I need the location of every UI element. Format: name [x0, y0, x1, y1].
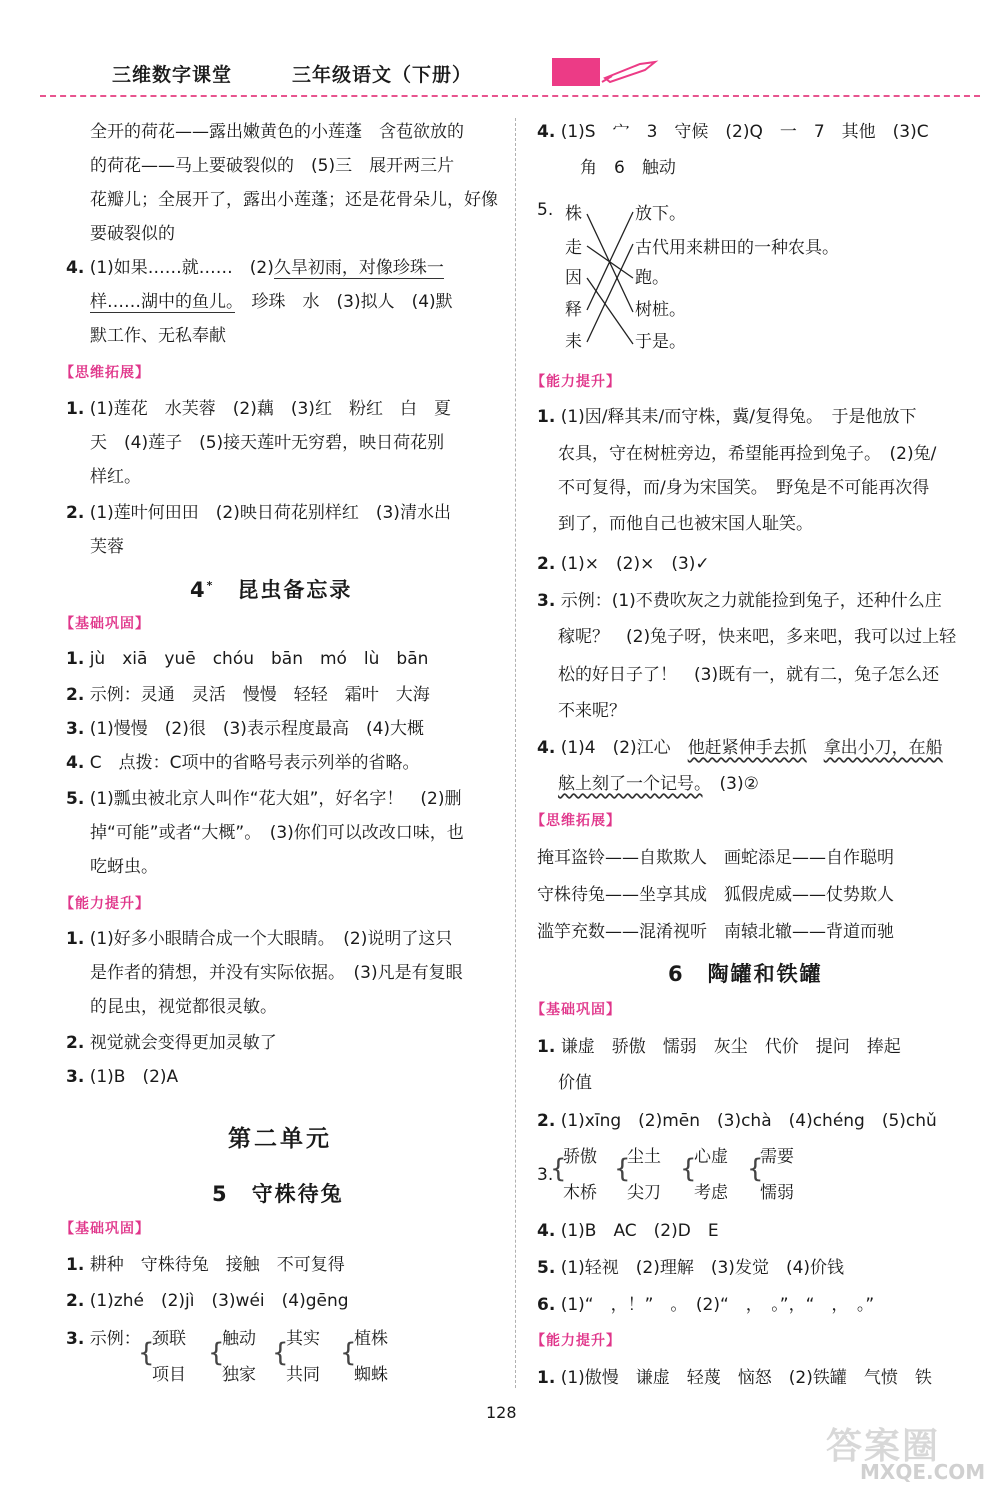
- question-number: 6.: [537, 1295, 556, 1315]
- answer-line: 松的好日子了！ (3)既有一，就有二，兔子怎么还: [558, 665, 940, 685]
- underlined-text: 久旱初雨，对像珍珠一: [273, 258, 444, 278]
- answer-text: (1)莲叶何田田 (2)映日荷花别样红 (3)清水出: [89, 503, 451, 523]
- brace-item: 考虑: [694, 1183, 728, 1203]
- brace-icon: {: [138, 1338, 155, 1368]
- answer-text: (1)慢慢 (2)很 (3)表示程度最高 (4)大概: [89, 719, 425, 739]
- header-decoration-block: [552, 58, 600, 86]
- answer-text: (1)傲慢 谦虚 轻蔑 恼怒 (2)铁罐 气愤 铁: [560, 1368, 932, 1388]
- answer-text: (1)× (2)× (3)✓: [560, 554, 710, 574]
- text-line: 默工作、无私奉献: [90, 326, 226, 346]
- match-left-item: 耒: [565, 332, 582, 352]
- answer-3-example: [66, 1328, 141, 1350]
- question-number: 3.: [537, 591, 556, 611]
- match-right-item: 古代用来耕田的一种农具。: [635, 238, 839, 258]
- section-tag: 【能力提升】: [531, 1333, 621, 1349]
- answer-line: [537, 121, 929, 143]
- answer-line: [537, 1257, 844, 1279]
- answer-text: (1)B (2)A: [89, 1067, 179, 1087]
- answer-text: 示例：: [89, 1329, 141, 1349]
- answer-text: (1)S 宀 3 守候 (2)Q 一 7 其他 (3)C: [560, 122, 929, 142]
- match-right-item: 树桩。: [635, 300, 686, 320]
- page-number: 128: [486, 1403, 517, 1422]
- question-number: 3.: [66, 1067, 85, 1087]
- answer-line: 角 6 触动: [580, 158, 676, 178]
- answer-line: 到了，而他自己也被宋国人耻笑。: [558, 514, 813, 534]
- section-tag: 【能力提升】: [60, 896, 150, 912]
- lesson-heading: [668, 958, 823, 988]
- tag-label: 思维拓展: [75, 365, 135, 381]
- answer-line: [66, 1254, 345, 1276]
- tag-label: 思维拓展: [546, 813, 606, 829]
- answer-line: [537, 1110, 937, 1132]
- answer-text: (1)好多小眼睛合成一个大眼睛。 (2)说明了这只: [89, 929, 453, 949]
- answer-line: 吃蚜虫。: [90, 857, 158, 877]
- brace-item: 尘土: [627, 1147, 661, 1167]
- section-tag: 【思维拓展】: [60, 365, 150, 381]
- answer-text: C 点拨：C项中的省略号表示列举的省略。: [89, 753, 420, 773]
- text-line: 全开的荷花——露出嫩黄色的小莲蓬 含苞欲放的: [90, 122, 464, 142]
- answer-text: (1)4 (2)江心: [560, 738, 688, 758]
- series-title: 三维数字课堂: [112, 64, 233, 86]
- unit-heading: 第二单元: [228, 1126, 332, 1152]
- answer-line: [537, 1036, 901, 1058]
- question-number: 5.: [66, 789, 85, 809]
- brace-item: 触动: [222, 1329, 256, 1349]
- answer-line: 不来呢？: [558, 701, 626, 721]
- question-number: 5.: [537, 1258, 556, 1278]
- answer-text: (1)莲花 水芙蓉 (2)藕 (3)红 粉红 白 夏: [89, 399, 451, 419]
- answer-line: 掉“可能”或者“大概”。 (3)你们可以改改口味，也: [90, 823, 464, 843]
- answer-line: 不可复得，而/身为宋国笑。 野兔是不可能再次得: [558, 478, 930, 498]
- answer-text: 珍珠 水 (3)拟人 (4)默: [234, 292, 453, 312]
- answer-line: 天 (4)莲子 (5)接天莲叶无穷碧，映日荷花别: [90, 433, 445, 453]
- match-line: [587, 278, 633, 344]
- answer-line: 价值: [558, 1073, 592, 1093]
- text-line: 的荷花——马上要破裂似的 (5)三 展开两三片: [90, 156, 455, 176]
- brace-item: 骄傲: [563, 1147, 597, 1167]
- answer-line: [66, 1290, 349, 1312]
- question-number: 2.: [66, 503, 85, 523]
- question-number: 2.: [66, 1291, 85, 1311]
- question-number: 1.: [537, 1037, 556, 1057]
- brace-item: 蜘蛛: [354, 1365, 388, 1385]
- question-number: 4.: [66, 753, 85, 773]
- question-number: 2.: [537, 1111, 556, 1131]
- answer-text: 示例：灵通 灵活 慢慢 轻轻 霜叶 大海: [89, 685, 430, 705]
- lesson-star: *: [206, 579, 215, 592]
- question-number: 5.: [537, 200, 554, 220]
- answer-line: 是作者的猜想，并没有实际依据。 (3)凡是有复眼: [90, 963, 463, 983]
- question-number: 1.: [66, 1255, 85, 1275]
- rocket-icon: [600, 56, 660, 86]
- brace-icon: {: [340, 1338, 357, 1368]
- question-number: 4.: [537, 1221, 556, 1241]
- answer-text: [807, 738, 824, 758]
- lesson-title: 陶罐和铁罐: [707, 962, 823, 986]
- answer-text: (1)xīng (2)mēn (3)chà (4)chéng (5)chǔ: [560, 1111, 937, 1131]
- brace-item: 共同: [286, 1365, 320, 1385]
- question-number: 1.: [537, 407, 556, 427]
- lesson-number: 5: [212, 1182, 229, 1206]
- matching-lines: [585, 200, 640, 360]
- answer-line: [537, 553, 710, 575]
- question-number: 1.: [66, 649, 85, 669]
- answer-4: [66, 257, 444, 279]
- answer-text: (3)②: [702, 774, 759, 794]
- question-number: 1.: [66, 399, 85, 419]
- section-tag: 【基础巩固】: [60, 1221, 150, 1237]
- lesson-heading: [212, 1178, 344, 1208]
- wavy-underlined-text: 舷上刻了一个记号。: [558, 774, 703, 794]
- answer-line: [66, 718, 424, 740]
- answer-line: [66, 398, 451, 420]
- question-number: 4.: [537, 122, 556, 142]
- match-left-item: 株: [565, 204, 582, 224]
- answer-line: [66, 648, 428, 670]
- brace-icon: {: [208, 1338, 225, 1368]
- book-title: 三年级语文（下册）: [292, 64, 473, 86]
- section-tag: 【思维拓展】: [531, 813, 621, 829]
- brace-item: 其实: [286, 1329, 320, 1349]
- section-tag: 【能力提升】: [531, 374, 621, 390]
- question-number: 3.: [537, 1165, 554, 1185]
- match-right-item: 放下。: [635, 204, 686, 224]
- match-right-item: 跑。: [635, 268, 669, 288]
- brace-icon: {: [614, 1154, 631, 1184]
- match-left-item: 释: [565, 300, 582, 320]
- answer-text: (1)因/释其耒/而守株，冀/复得兔。 于是他放下: [560, 407, 917, 427]
- answer-text: (1)如果……就…… (2): [89, 258, 274, 278]
- watermark: 答案圈: [826, 1426, 941, 1467]
- match-line: [587, 212, 633, 310]
- question-number: 3.: [66, 1329, 85, 1349]
- match-left-item: 因: [565, 268, 582, 288]
- page-header: [0, 0, 1000, 100]
- answer-text: (1)B AC (2)D E: [560, 1221, 719, 1241]
- column-divider: [515, 118, 516, 1388]
- brace-icon: {: [680, 1154, 697, 1184]
- header-dashed-rule: [40, 95, 980, 97]
- question-number: 4.: [66, 258, 85, 278]
- lesson-number: 6: [668, 962, 685, 986]
- question-number: 2.: [66, 685, 85, 705]
- brace-icon: {: [550, 1154, 567, 1184]
- section-tag: 【基础巩固】: [531, 1002, 621, 1018]
- answer-text: (1)“ ，！” 。 (2)“ ， 。”，“ ， 。”: [560, 1295, 875, 1315]
- answer-line: 芙蓉: [90, 537, 124, 557]
- question-number: 1.: [66, 929, 85, 949]
- answer-line: [66, 502, 451, 524]
- tag-label: 能力提升: [546, 1333, 606, 1349]
- lesson-number: 4: [190, 578, 207, 602]
- watermark-url: MXQE.COM: [860, 1460, 986, 1484]
- tag-label: 能力提升: [75, 896, 135, 912]
- brace-item: 颈联: [152, 1329, 186, 1349]
- answer-line: 的昆虫，视觉都很灵敏。: [90, 997, 277, 1017]
- brace-item: 尖刀: [627, 1183, 661, 1203]
- answer-text: (1)轻视 (2)理解 (3)发觉 (4)价钱: [560, 1258, 845, 1278]
- answer-4-cont: [558, 773, 759, 795]
- lesson-title: 守株待兔: [251, 1182, 344, 1206]
- answer-line: 稼呢？ (2)兔子呀，快来吧，多来吧，我可以过上轻: [558, 627, 957, 647]
- answer-line: [537, 590, 942, 612]
- answer-4-cont: [90, 291, 453, 313]
- answer-text: 示例：(1)不费吹灰之力就能捡到兔子，还种什么庄: [560, 591, 942, 611]
- tag-label: 基础巩固: [75, 616, 135, 632]
- tag-label: 基础巩固: [546, 1002, 606, 1018]
- brace-item: 心虚: [694, 1147, 728, 1167]
- wavy-underlined-text: 他赶紧伸手去抓: [687, 738, 807, 758]
- answer-line: [537, 1294, 874, 1316]
- answer-line: [66, 684, 430, 706]
- answer-4-line: [537, 737, 943, 759]
- lesson-heading: [190, 574, 352, 604]
- text-line: 花瓣儿；全展开了，露出小莲蓬；还是花骨朵儿，好像: [90, 190, 498, 210]
- tag-label: 能力提升: [546, 374, 606, 390]
- tag-label: 基础巩固: [75, 1221, 135, 1237]
- answer-line: [66, 788, 461, 810]
- answer-text: 耕种 守株待兔 接触 不可复得: [89, 1255, 345, 1275]
- answer-line: [537, 1367, 932, 1389]
- answer-text: 谦虚 骄傲 懦弱 灰尘 代价 提问 捧起: [560, 1037, 901, 1057]
- underlined-text: 样……湖中的鱼儿。: [90, 292, 235, 312]
- match-right-item: 于是。: [635, 332, 686, 352]
- answer-line: 样红。: [90, 467, 141, 487]
- question-number: 2.: [66, 1033, 85, 1053]
- brace-item: 植株: [354, 1329, 388, 1349]
- question-number: 1.: [537, 1368, 556, 1388]
- answer-text: (1)瓢虫被北京人叫作“花大姐”，好名字！ (2)删: [89, 789, 462, 809]
- answer-line: [66, 928, 452, 950]
- match-line: [587, 244, 633, 342]
- wavy-underlined-text: 拿出小刀，在船: [823, 738, 943, 758]
- brace-icon: {: [272, 1338, 289, 1368]
- brace-item: 懦弱: [760, 1183, 794, 1203]
- idiom-line: 掩耳盗铃——自欺欺人 画蛇添足——自作聪明: [537, 848, 894, 868]
- brace-item: 独家: [222, 1365, 256, 1385]
- answer-line: [66, 1032, 277, 1054]
- answer-text: (1)zhé (2)jì (3)wéi (4)gēng: [89, 1291, 349, 1311]
- answer-text: jù xiā yuē chóu bān mó lù bān: [89, 649, 429, 669]
- question-number: 2.: [537, 554, 556, 574]
- brace-item: 需要: [760, 1147, 794, 1167]
- text-line: 要破裂似的: [90, 224, 175, 244]
- brace-item: 项目: [152, 1365, 186, 1385]
- section-tag: 【基础巩固】: [60, 616, 150, 632]
- question-number: 4.: [537, 738, 556, 758]
- brace-item: 木桥: [563, 1183, 597, 1203]
- question-number: 3.: [66, 719, 85, 739]
- answer-line: [66, 752, 419, 774]
- answer-line: [537, 406, 916, 428]
- idiom-line: 滥竽充数——混淆视听 南辕北辙——背道而驰: [537, 922, 894, 942]
- lesson-title: 昆虫备忘录: [237, 578, 353, 602]
- answer-line: [537, 1220, 719, 1242]
- match-left-item: 走: [565, 238, 582, 258]
- answer-text: 视觉就会变得更加灵敏了: [89, 1033, 277, 1053]
- answer-line: 农具，守在树桩旁边，希望能再捡到兔子。 (2)兔/: [558, 444, 937, 464]
- brace-icon: {: [747, 1154, 764, 1184]
- match-line: [587, 214, 633, 312]
- answer-line: [66, 1066, 178, 1088]
- idiom-line: 守株待兔——坐享其成 狐假虎威——仗势欺人: [537, 885, 894, 905]
